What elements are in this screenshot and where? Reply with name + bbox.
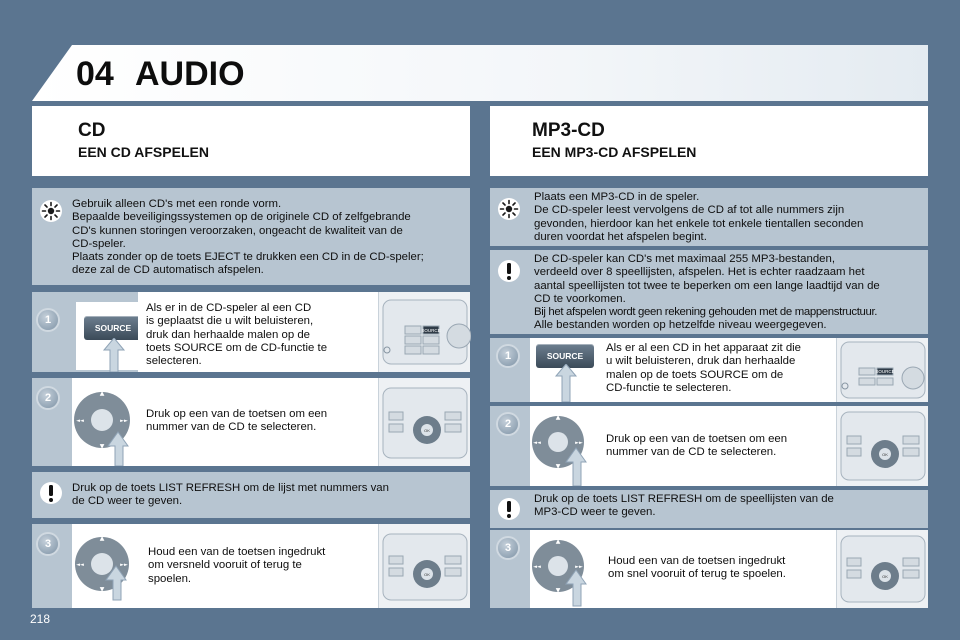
seek-back-label: ◄◄ — [533, 564, 541, 570]
ok-label: OK — [424, 572, 430, 577]
text-line: Plaats zonder op de toets EJECT te drukken een CD in de CD-speler; — [72, 251, 424, 264]
cd-step-3-text — [148, 546, 376, 586]
mp3-warning-2-text — [534, 493, 926, 520]
mp3-warning-box-1 — [490, 250, 928, 334]
text-line: gevonden, hierdoor kan het enkele tot enkele tientallen seconden — [534, 217, 864, 230]
cd-warning-box — [32, 472, 470, 518]
text-line: om versneld vooruit of terug te — [148, 559, 302, 572]
text-line: aantal speellijsten tot twee te beperken om een lange laadtijd van de — [534, 279, 880, 292]
svg-text:▼: ▼ — [99, 443, 105, 450]
mp3-step-3 — [490, 530, 928, 608]
header-tab — [32, 45, 72, 101]
text-line: De CD-speler leest vervolgens de CD af tot alle nummers zijn — [534, 204, 845, 217]
svg-text:▲: ▲ — [555, 538, 561, 545]
nav-pad-illustration — [530, 406, 600, 486]
step-text-panel — [140, 524, 378, 608]
seek-back-label: ◄◄ — [76, 418, 84, 424]
svg-text:▲: ▲ — [555, 414, 561, 421]
seek-fwd-label: ►► — [120, 418, 128, 424]
radio-unit-illustration — [378, 292, 470, 372]
text-line: malen op de toets SOURCE om de — [606, 368, 784, 381]
mp3-step-1 — [490, 338, 928, 402]
source-button-illustration — [530, 338, 600, 402]
text-line: CD te voorkomen. — [534, 292, 626, 305]
text-line: Houd een van de toetsen ingedrukt — [148, 546, 326, 558]
text-line: Gebruik alleen CD's met een ronde vorm. — [72, 198, 282, 210]
device-source-label: SOURCE — [421, 328, 441, 333]
text-line: CD-functie te selecteren. — [606, 381, 732, 394]
cd-step-2-text — [146, 408, 374, 435]
svg-text:▲: ▲ — [99, 535, 105, 542]
text-line: Druk op een van de toetsen om een — [606, 433, 788, 445]
text-line: Als er in de CD-speler al een CD — [146, 302, 312, 314]
text-line: duren voordat het afspelen begint. — [534, 230, 707, 243]
nav-pad-illustration — [72, 378, 140, 466]
text-line: spoelen. — [148, 572, 192, 585]
source-button: SOURCE — [536, 344, 594, 368]
seek-back-label: ◄◄ — [533, 440, 541, 446]
ok-label: OK — [882, 574, 888, 579]
text-line: CD-speler. — [72, 237, 126, 250]
text-line: om snel vooruit of terug te spoelen. — [608, 568, 786, 581]
header-divider — [470, 106, 490, 176]
step-badge: 1 — [498, 346, 518, 366]
nav-pad-illustration — [72, 524, 140, 608]
step-badge: 2 — [498, 414, 518, 434]
ok-label: OK — [424, 428, 430, 433]
text-line: deze zal de CD automatisch afspelen. — [72, 264, 264, 277]
cd-step-1 — [32, 292, 470, 372]
source-button: SOURCE — [84, 316, 142, 340]
tip-sun-icon — [36, 196, 66, 226]
cd-tip-box — [32, 188, 470, 285]
radio-unit-illustration — [836, 530, 928, 608]
text-line: Druk op de toets LIST REFRESH om de speellijsten van de — [534, 493, 834, 505]
step-text-panel — [138, 292, 378, 372]
text-line: CD's kunnen storingen veroorzaken, ongeacht de kwaliteit van de — [72, 224, 403, 237]
press-arrow-icon — [554, 364, 578, 402]
step-badge: 1 — [38, 310, 58, 330]
text-line: De CD-speler kan CD's met maximaal 255 MP3-bestanden, — [534, 253, 835, 265]
mp3-warning-box-2 — [490, 490, 928, 528]
cd-title: CD — [78, 120, 106, 141]
nav-pad-illustration — [530, 530, 600, 608]
text-line: Houd een van de toetsen ingedrukt — [608, 555, 786, 567]
chapter-title: AUDIO — [135, 55, 245, 93]
step-badge: 3 — [498, 538, 518, 558]
text-line: Bij het afspelen wordt geen rekening gehouden met de mappenstructuur. — [534, 306, 878, 319]
cd-subtitle: EEN CD AFSPELEN — [78, 144, 209, 160]
svg-text:▼: ▼ — [555, 587, 561, 594]
chapter-number: 04 — [76, 55, 114, 93]
ok-label: OK — [882, 452, 888, 457]
warning-exclamation-icon — [494, 256, 524, 286]
text-line: Plaats een MP3-CD in de speler. — [534, 191, 700, 203]
text-line: u wilt beluisteren, druk dan herhaalde — [606, 355, 796, 368]
text-line: druk dan herhaalde malen op de — [146, 328, 311, 341]
text-line: verdeeld over 8 speellijsten, afspelen. Het is echter raadzaam het — [534, 266, 865, 279]
tip-sun-icon — [494, 194, 524, 224]
radio-unit-illustration — [836, 406, 928, 486]
warning-exclamation-icon — [36, 478, 66, 508]
warning-exclamation-icon — [494, 494, 524, 524]
svg-text:▼: ▼ — [99, 586, 105, 593]
mp3-section-header — [490, 106, 928, 176]
text-line: Alle bestanden worden op hetzelfde niveau weergegeven. — [534, 319, 827, 332]
radio-unit-illustration — [378, 524, 470, 608]
page-number: 218 — [30, 612, 51, 626]
text-line: selecteren. — [146, 355, 202, 368]
text-line: Druk op een van de toetsen om een — [146, 408, 328, 420]
step-text-panel — [140, 378, 378, 466]
seek-fwd-label: ►► — [575, 564, 583, 570]
cd-step-1-text — [146, 302, 374, 368]
text-line: de CD weer te geven. — [72, 495, 183, 508]
step-text-panel — [600, 406, 836, 486]
text-line: Als er al een CD in het apparaat zit die — [606, 342, 802, 354]
step-badge: 2 — [38, 388, 58, 408]
radio-unit-illustration — [836, 338, 928, 402]
text-line: Bepaalde beveiligingssystemen op de originele CD of zelfgebrande — [72, 211, 411, 224]
mp3-step-1-text — [606, 342, 834, 395]
svg-text:▲: ▲ — [99, 390, 105, 397]
mp3-subtitle: EEN MP3-CD AFSPELEN — [532, 144, 697, 160]
mp3-step-2-text — [606, 433, 834, 460]
mp3-warning-1-text — [534, 253, 926, 333]
mp3-step-2 — [490, 406, 928, 486]
seek-fwd-label: ►► — [120, 562, 128, 568]
cd-section-header — [32, 106, 470, 176]
text-line: MP3-CD weer te geven. — [534, 506, 656, 519]
cd-step-3 — [32, 524, 470, 608]
text-line: nummer van de CD te selecteren. — [146, 421, 317, 434]
text-line: Druk op de toets LIST REFRESH om de lijst met nummers van — [72, 482, 389, 494]
seek-back-label: ◄◄ — [76, 562, 84, 568]
device-source-label: SOURCE — [875, 369, 895, 374]
text-line: is geplaatst die u wilt beluisteren, — [146, 315, 314, 328]
cd-warning-text — [72, 482, 466, 509]
mp3-tip-text — [534, 191, 926, 244]
text-line: toets SOURCE om de CD-functie te — [146, 341, 328, 354]
mp3-tip-box — [490, 188, 928, 246]
text-line: nummer van de CD te selecteren. — [606, 446, 777, 459]
step-badge: 3 — [38, 534, 58, 554]
step-text-panel — [600, 530, 836, 608]
cd-step-2 — [32, 378, 470, 466]
cd-tip-text — [72, 198, 466, 278]
mp3-step-3-text — [608, 555, 834, 582]
press-arrow-icon — [102, 338, 126, 372]
seek-fwd-label: ►► — [575, 440, 583, 446]
svg-text:▼: ▼ — [555, 463, 561, 470]
radio-unit-illustration — [378, 378, 470, 466]
step-text-panel — [600, 338, 836, 402]
mp3-title: MP3-CD — [532, 120, 605, 141]
